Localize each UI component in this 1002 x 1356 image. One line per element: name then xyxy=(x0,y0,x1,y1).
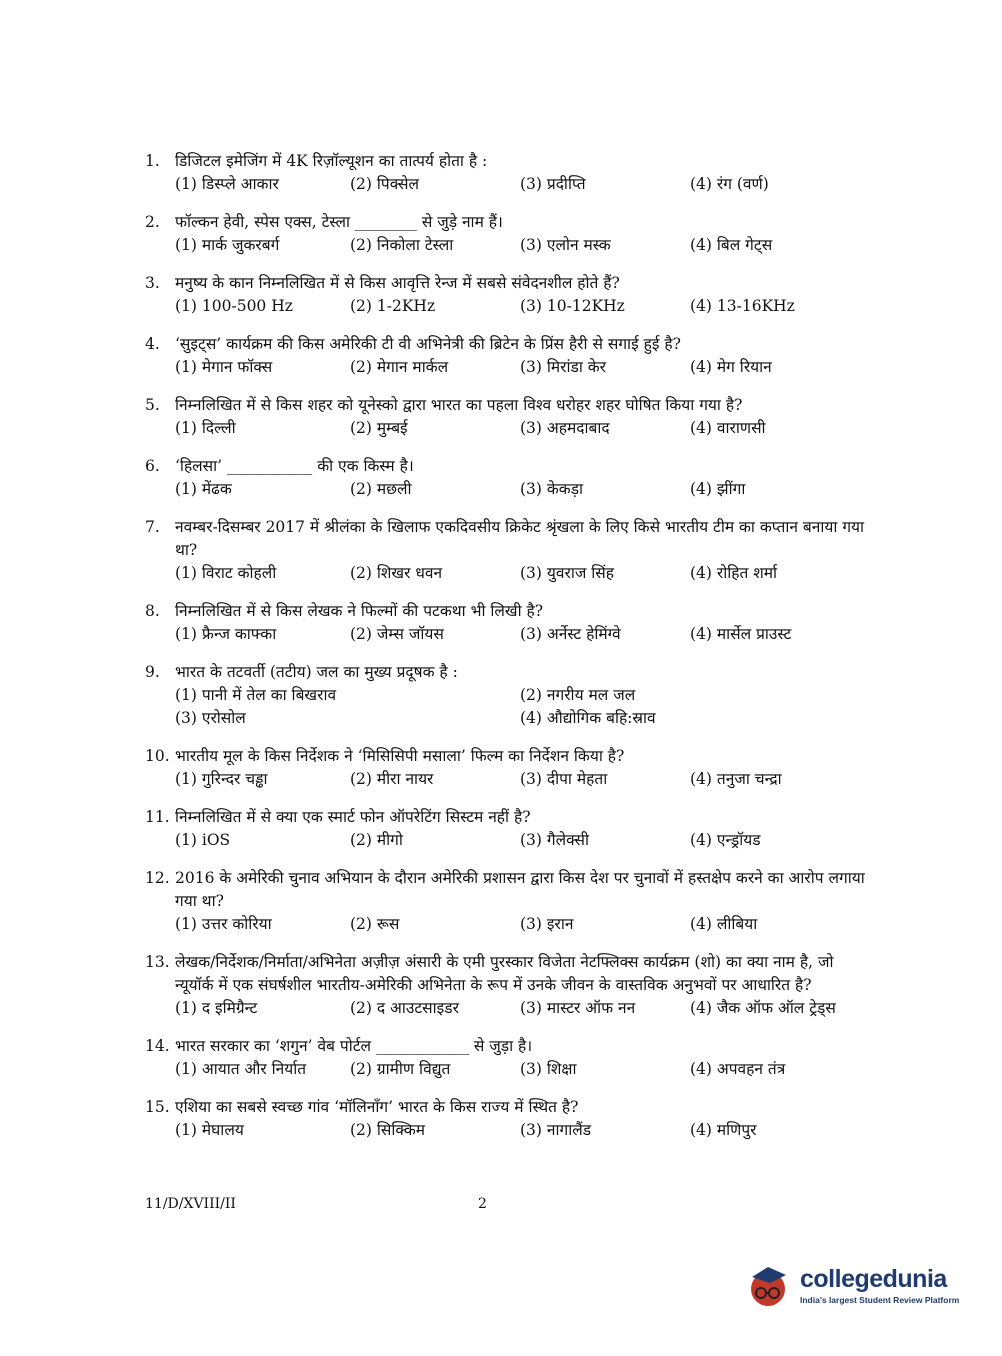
question-text: ‘हिलसा’ ___________ की एक किस्म है। xyxy=(175,457,414,475)
question-number: 6. xyxy=(145,457,160,475)
question-item xyxy=(145,1035,865,1081)
answer-option: (1) पानी में तेल का बिखराव xyxy=(175,686,337,704)
brand-tagline: India's largest Student Review Platform xyxy=(800,1295,960,1305)
collegedunia-logo[interactable] xyxy=(742,1255,972,1315)
answer-option: (3) युवराज सिंह xyxy=(520,564,614,582)
question-text: 2016 के अमेरिकी चुनाव अभियान के दौरान अमेरिकी प्रशासन द्वारा किस देश पर चुनावों में हस्तक्षेप करने का आरोप लगाया गया था? xyxy=(175,869,865,910)
options-row xyxy=(145,295,865,318)
answer-option: (1) द इमिग्रैन्ट xyxy=(175,999,258,1017)
answer-option: (1) मार्क जुकरबर्ग xyxy=(175,236,280,254)
answer-option: (2) मुम्बई xyxy=(350,419,408,437)
question-item xyxy=(145,516,865,585)
question-item xyxy=(145,394,865,440)
options-row xyxy=(145,173,865,196)
options-row xyxy=(145,997,865,1020)
question-text: भारतीय मूल के किस निर्देशक ने ‘मिसिसिपी मसाला’ फिल्म का निर्देशन किया है? xyxy=(175,747,625,765)
options-row xyxy=(145,623,865,646)
answer-option: (1) डिस्प्ले आकार xyxy=(175,175,279,193)
question-number: 12. xyxy=(145,869,170,887)
question-item xyxy=(145,806,865,852)
answer-option: (3) गैलेक्सी xyxy=(520,831,589,849)
mascot-icon xyxy=(742,1259,794,1311)
answer-option: (4) तनुजा चन्द्रा xyxy=(690,770,782,788)
question-text: फॉल्कन हेवी, स्पेस एक्स, टेस्ला ________ से जुड़े नाम हैं। xyxy=(175,213,503,231)
answer-option: (1) दिल्ली xyxy=(175,419,236,437)
options-row xyxy=(145,1058,865,1081)
options-row xyxy=(145,768,865,791)
question-item xyxy=(145,150,865,196)
answer-option: (2) जेम्स जॉयस xyxy=(350,625,444,643)
answer-option: (2) मीरा नायर xyxy=(350,770,434,788)
question-text: निम्नलिखित में से क्या एक स्मार्ट फोन ऑपरेटिंग सिस्टम नहीं है? xyxy=(175,808,531,826)
answer-option: (2) द आउटसाइडर xyxy=(350,999,459,1017)
question-number: 15. xyxy=(145,1098,170,1116)
answer-option: (2) सिक्किम xyxy=(350,1121,426,1139)
answer-option: (2) मीगो xyxy=(350,831,403,849)
answer-option: (3) मिरांडा केर xyxy=(520,358,606,376)
answer-option: (4) एन्ड्रॉयड xyxy=(690,831,761,849)
answer-option: (1) गुरिन्दर चड्ढा xyxy=(175,770,268,788)
options-row xyxy=(145,913,865,936)
question-number: 11. xyxy=(145,808,170,826)
options-row xyxy=(145,684,865,707)
answer-option: (2) निकोला टेस्ला xyxy=(350,236,454,254)
answer-option: (4) बिल गेट्स xyxy=(690,236,773,254)
question-number: 8. xyxy=(145,602,160,620)
answer-option: (4) मार्सेल प्राउस्ट xyxy=(690,625,792,643)
question-number: 14. xyxy=(145,1037,170,1055)
answer-option: (1) फ्रैन्ज काफ्का xyxy=(175,625,277,643)
answer-option: (4) अपवहन तंत्र xyxy=(690,1060,786,1078)
question-item xyxy=(145,951,865,1020)
options-row xyxy=(145,1119,865,1142)
question-number: 13. xyxy=(145,953,170,971)
question-number: 9. xyxy=(145,663,160,681)
answer-option: (3) शिक्षा xyxy=(520,1060,577,1078)
answer-option: (1) आयात और निर्यात xyxy=(175,1060,307,1078)
answer-option: (1) मेंढक xyxy=(175,480,232,498)
question-text: ‘सुइट्स’ कार्यक्रम की किस अमेरिकी टी वी अभिनेत्री की ब्रिटेन के प्रिंस हैरी से सगाई हुई है? xyxy=(175,335,681,353)
question-number: 2. xyxy=(145,213,160,231)
options-row xyxy=(145,478,865,501)
answer-option: (1) iOS xyxy=(175,831,231,849)
question-item xyxy=(145,600,865,646)
question-text: निम्नलिखित में से किस लेखक ने फिल्मों की पटकथा भी लिखी है? xyxy=(175,602,544,620)
answer-option: (1) विराट कोहली xyxy=(175,564,277,582)
question-number: 10. xyxy=(145,747,170,765)
answer-option: (3) एरोसोल xyxy=(175,709,246,727)
options-row xyxy=(145,707,865,730)
question-item xyxy=(145,211,865,257)
answer-option: (2) मछली xyxy=(350,480,412,498)
answer-option: (2) नगरीय मल जल xyxy=(520,686,636,704)
page-number: 2 xyxy=(478,1196,487,1212)
question-item xyxy=(145,1096,865,1142)
answer-option: (3) नागालैंड xyxy=(520,1121,592,1139)
question-number: 5. xyxy=(145,396,160,414)
question-text: लेखक/निर्देशक/निर्माता/अभिनेता अज़ीज़ अंसारी के एमी पुरस्कार विजेता नेटफ्लिक्स कार्यक्रम (शो) का क्या नाम है, जो न्यूयॉर्क में एक संघर्षशील भारतीय-अमेरिकी अभिनेता के रूप में उनके जीवन के वास्तविक अनुभवों पर आधारित है? xyxy=(175,953,834,994)
question-text: एशिया का सबसे स्वच्छ गांव ‘मॉलिनॉंग’ भारत के किस राज्य में स्थित है? xyxy=(175,1098,579,1116)
answer-option: (4) लीबिया xyxy=(690,915,758,933)
answer-option: (3) मास्टर ऑफ नन xyxy=(520,999,636,1017)
question-list xyxy=(145,150,865,1157)
answer-option: (4) वाराणसी xyxy=(690,419,766,437)
question-item xyxy=(145,272,865,318)
question-number: 1. xyxy=(145,152,160,170)
question-number: 3. xyxy=(145,274,160,292)
question-item xyxy=(145,455,865,501)
answer-option: (3) केकड़ा xyxy=(520,480,583,498)
options-row xyxy=(145,417,865,440)
answer-option: (3) दीपा मेहता xyxy=(520,770,608,788)
answer-option: (2) ग्रामीण विद्युत xyxy=(350,1060,451,1078)
answer-option: (4) 13-16KHz xyxy=(690,297,795,315)
question-item xyxy=(145,745,865,791)
question-number: 4. xyxy=(145,335,160,353)
question-text: नवम्बर-दिसम्बर 2017 में श्रीलंका के खिलाफ एकदिवसीय क्रिकेट श्रृंखला के लिए किसे भारतीय टीम का कप्तान बनाया गया था? xyxy=(175,518,865,559)
brand-name: collegedunia xyxy=(800,1265,947,1293)
answer-option: (4) मणिपुर xyxy=(690,1121,757,1139)
answer-option: (2) पिक्सेल xyxy=(350,175,420,193)
answer-option: (3) 10-12KHz xyxy=(520,297,625,315)
answer-option: (2) रूस xyxy=(350,915,400,933)
question-text: भारत के तटवर्ती (तटीय) जल का मुख्य प्रदूषक है : xyxy=(175,663,458,681)
question-item xyxy=(145,333,865,379)
question-item xyxy=(145,661,865,730)
answer-option: (1) मेगान फॉक्स xyxy=(175,358,273,376)
answer-option: (3) अर्नेस्ट हेमिंग्वे xyxy=(520,625,621,643)
question-text: मनुष्य के कान निम्नलिखित में से किस आवृत्ति रेन्ज में सबसे संवेदनशील होते हैं? xyxy=(175,274,620,292)
paper-code: 11/D/XVIII/II xyxy=(145,1196,236,1212)
options-row xyxy=(145,356,865,379)
answer-option: (1) 100-500 Hz xyxy=(175,297,293,315)
answer-option: (3) इरान xyxy=(520,915,574,933)
question-item xyxy=(145,867,865,936)
answer-option: (2) शिखर धवन xyxy=(350,564,443,582)
answer-option: (4) रोहित शर्मा xyxy=(690,564,778,582)
answer-option: (4) औद्योगिक बहि:स्राव xyxy=(520,709,656,727)
answer-option: (4) मेग रियान xyxy=(690,358,772,376)
question-text: डिजिटल इमेजिंग में 4K रिज़ॉल्यूशन का तात्पर्य होता है : xyxy=(175,152,488,170)
answer-option: (4) रंग (वर्ण) xyxy=(690,175,769,193)
answer-option: (2) मेगान मार्कल xyxy=(350,358,449,376)
answer-option: (4) जैक ऑफ ऑल ट्रेड्स xyxy=(690,999,836,1017)
options-row xyxy=(145,829,865,852)
question-text: भारत सरकार का ‘शगुन’ वेब पोर्टल ____________ से जुड़ा है। xyxy=(175,1037,533,1055)
options-row xyxy=(145,562,865,585)
question-text: निम्नलिखित में से किस शहर को यूनेस्को द्वारा भारत का पहला विश्व धरोहर शहर घोषित किया गया है? xyxy=(175,396,743,414)
answer-option: (1) उत्तर कोरिया xyxy=(175,915,272,933)
answer-option: (3) एलोन मस्क xyxy=(520,236,611,254)
answer-option: (4) झींगा xyxy=(690,480,746,498)
options-row xyxy=(145,234,865,257)
answer-option: (1) मेघालय xyxy=(175,1121,244,1139)
question-number: 7. xyxy=(145,518,160,536)
answer-option: (3) प्रदीप्ति xyxy=(520,175,586,193)
answer-option: (3) अहमदाबाद xyxy=(520,419,610,437)
answer-option: (2) 1-2KHz xyxy=(350,297,436,315)
